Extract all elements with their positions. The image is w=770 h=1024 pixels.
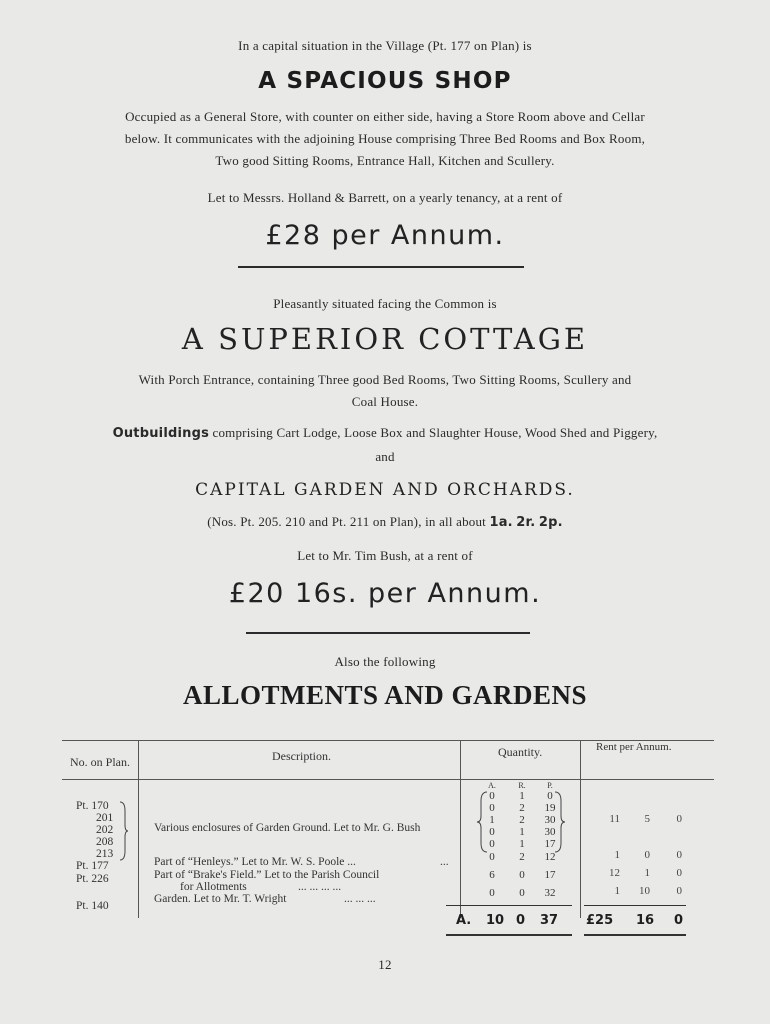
qty-perches: 30 <box>544 826 556 838</box>
dots: ... <box>440 856 449 868</box>
poole-description: Part of “Henleys.” Let to Mr. W. S. Poole ... <box>154 856 356 868</box>
section-divider <box>246 632 530 634</box>
qty-acres: 0 <box>489 838 495 850</box>
qty-perches: 30 <box>544 814 556 826</box>
total-rule <box>446 905 572 906</box>
qty-roods: 2 <box>519 851 525 863</box>
cottage-desc-line1: With Porch Entrance, containing Three good Bed Rooms, Two Sitting Rooms, Scullery and <box>138 372 632 387</box>
plan-number: 213 <box>96 848 114 860</box>
total-rent-pounds: £25 <box>586 913 614 928</box>
shop-let-text: Let to Messrs. Holland & Barrett, on a yearly tenancy, at a rent of <box>207 190 563 205</box>
qty-acres: 0 <box>489 802 495 814</box>
shop-desc-line1: Occupied as a General Store, with counter on either side, having a Store Room above and Cellar <box>125 109 645 124</box>
rent-pounds: 12 <box>609 867 620 879</box>
qty-acres: 6 <box>489 869 495 881</box>
cottage-let-text: Let to Mr. Tim Bush, at a rent of <box>297 548 473 563</box>
total-acres-label: A. <box>456 913 472 928</box>
outbuildings-label: Outbuildings <box>112 426 210 441</box>
outbuildings-line <box>0 425 770 441</box>
column-divider <box>580 740 581 918</box>
rent-pounds: 1 <box>614 885 620 897</box>
qty-roods: 2 <box>519 814 525 826</box>
total-rent-shillings: 16 <box>636 913 655 928</box>
rent-pence: 0 <box>676 885 682 897</box>
header-rent: Rent per Annum. <box>596 741 672 753</box>
qty-roods: 1 <box>519 838 525 850</box>
allotments-table <box>62 729 714 949</box>
rent-shillings: 10 <box>639 885 650 897</box>
qty-acres: 0 <box>489 790 495 802</box>
qty-roods: 1 <box>519 826 525 838</box>
area-acres: 1a. <box>489 515 513 530</box>
rent-shillings: 5 <box>644 813 650 825</box>
cottage-title: A SUPERIOR COTTAGE <box>181 322 589 356</box>
plan-number: Pt. 226 <box>76 873 109 885</box>
total-roods: 0 <box>516 913 526 928</box>
header-no-on-plan: No. on Plan. <box>70 755 130 769</box>
qty-perches: 19 <box>544 802 556 814</box>
plan-number: 208 <box>96 836 114 848</box>
qty-perches: 32 <box>544 887 556 899</box>
total-rule <box>584 905 686 906</box>
page-number: 12 <box>378 957 392 972</box>
area-perches: 2p. <box>538 515 563 530</box>
plan-number: 201 <box>96 812 114 824</box>
outbuildings-text: comprising Cart Lodge, Loose Box and Slaughter House, Wood Shed and Piggery, <box>212 425 658 440</box>
area-roods: 2r. <box>516 515 536 530</box>
dots: ... ... ... <box>344 893 376 905</box>
total-acres: 10 <box>486 913 505 928</box>
double-rule <box>584 934 686 936</box>
cottage-intro: Pleasantly situated facing the Common is <box>273 296 497 311</box>
cottage-desc-line2: Coal House. <box>351 394 419 409</box>
total-rent-pence: 0 <box>674 913 684 928</box>
plan-number: Pt. 170 <box>76 800 109 812</box>
unit-roods: R. <box>518 781 526 790</box>
qty-perches: 12 <box>544 851 556 863</box>
qty-roods: 0 <box>519 869 525 881</box>
column-divider <box>460 740 461 918</box>
rent-shillings: 0 <box>644 849 650 861</box>
rent-pounds: 11 <box>609 813 620 825</box>
brace-icon <box>119 801 129 861</box>
rent-pence: 0 <box>676 849 682 861</box>
plan-number: Pt. 140 <box>76 900 109 912</box>
table-header-rule <box>62 779 714 780</box>
allotments-title: ALLOTMENTS AND GARDENS <box>182 680 588 710</box>
plots-line <box>0 514 770 530</box>
plan-number: Pt. 177 <box>76 860 109 872</box>
qty-acres: 0 <box>489 826 495 838</box>
allotments-intro: Also the following <box>334 654 436 669</box>
rent-pence: 0 <box>676 867 682 879</box>
shop-desc-line3: Two good Sitting Rooms, Entrance Hall, Kitchen and Scullery. <box>215 153 555 168</box>
garden-orchards-title: CAPITAL GARDEN AND ORCHARDS. <box>195 480 575 500</box>
header-quantity: Quantity. <box>498 745 543 759</box>
column-divider <box>138 740 139 918</box>
wright-description: Garden. Let to Mr. T. Wright <box>154 893 287 905</box>
qty-roods: 2 <box>519 802 525 814</box>
qty-roods: 1 <box>519 790 525 802</box>
qty-acres: 0 <box>489 851 495 863</box>
and-text: and <box>375 449 395 464</box>
parish-description-line2: for Allotments <box>180 881 247 893</box>
shop-desc-line2: below. It communicates with the adjoining House comprising Three Bed Rooms and Box Room, <box>124 131 646 146</box>
group1-description: Various enclosures of Garden Ground. Let to Mr. G. Bush <box>154 822 421 834</box>
rent-shillings: 1 <box>644 867 650 879</box>
double-rule <box>446 934 572 936</box>
plots-text: (Nos. Pt. 205. 210 and Pt. 211 on Plan), in all about <box>207 514 486 529</box>
shop-title: A SPACIOUS SHOP <box>258 68 512 94</box>
shop-rent: £28 per Annum. <box>265 220 505 251</box>
qty-acres: 0 <box>489 887 495 899</box>
cottage-rent: £20 16s. per Annum. <box>228 578 542 609</box>
unit-perches: P. <box>547 781 553 790</box>
header-description: Description. <box>272 749 331 763</box>
rent-pounds: 1 <box>614 849 620 861</box>
parish-description-line1: Part of “Brake's Field.” Let to the Parish Council <box>154 869 380 881</box>
qty-perches: 17 <box>544 838 556 850</box>
qty-perches: 17 <box>544 869 556 881</box>
plan-number: 202 <box>96 824 114 836</box>
qty-roods: 0 <box>519 887 525 899</box>
section-divider <box>238 266 524 268</box>
qty-acres: 1 <box>489 814 495 826</box>
rent-pence: 0 <box>676 813 682 825</box>
dots: ... ... ... ... <box>298 881 342 893</box>
qty-perches: 0 <box>547 790 553 802</box>
unit-acres: A. <box>488 781 496 790</box>
total-perches: 37 <box>540 913 559 928</box>
shop-intro: In a capital situation in the Village (Pt. 177 on Plan) is <box>238 38 532 53</box>
